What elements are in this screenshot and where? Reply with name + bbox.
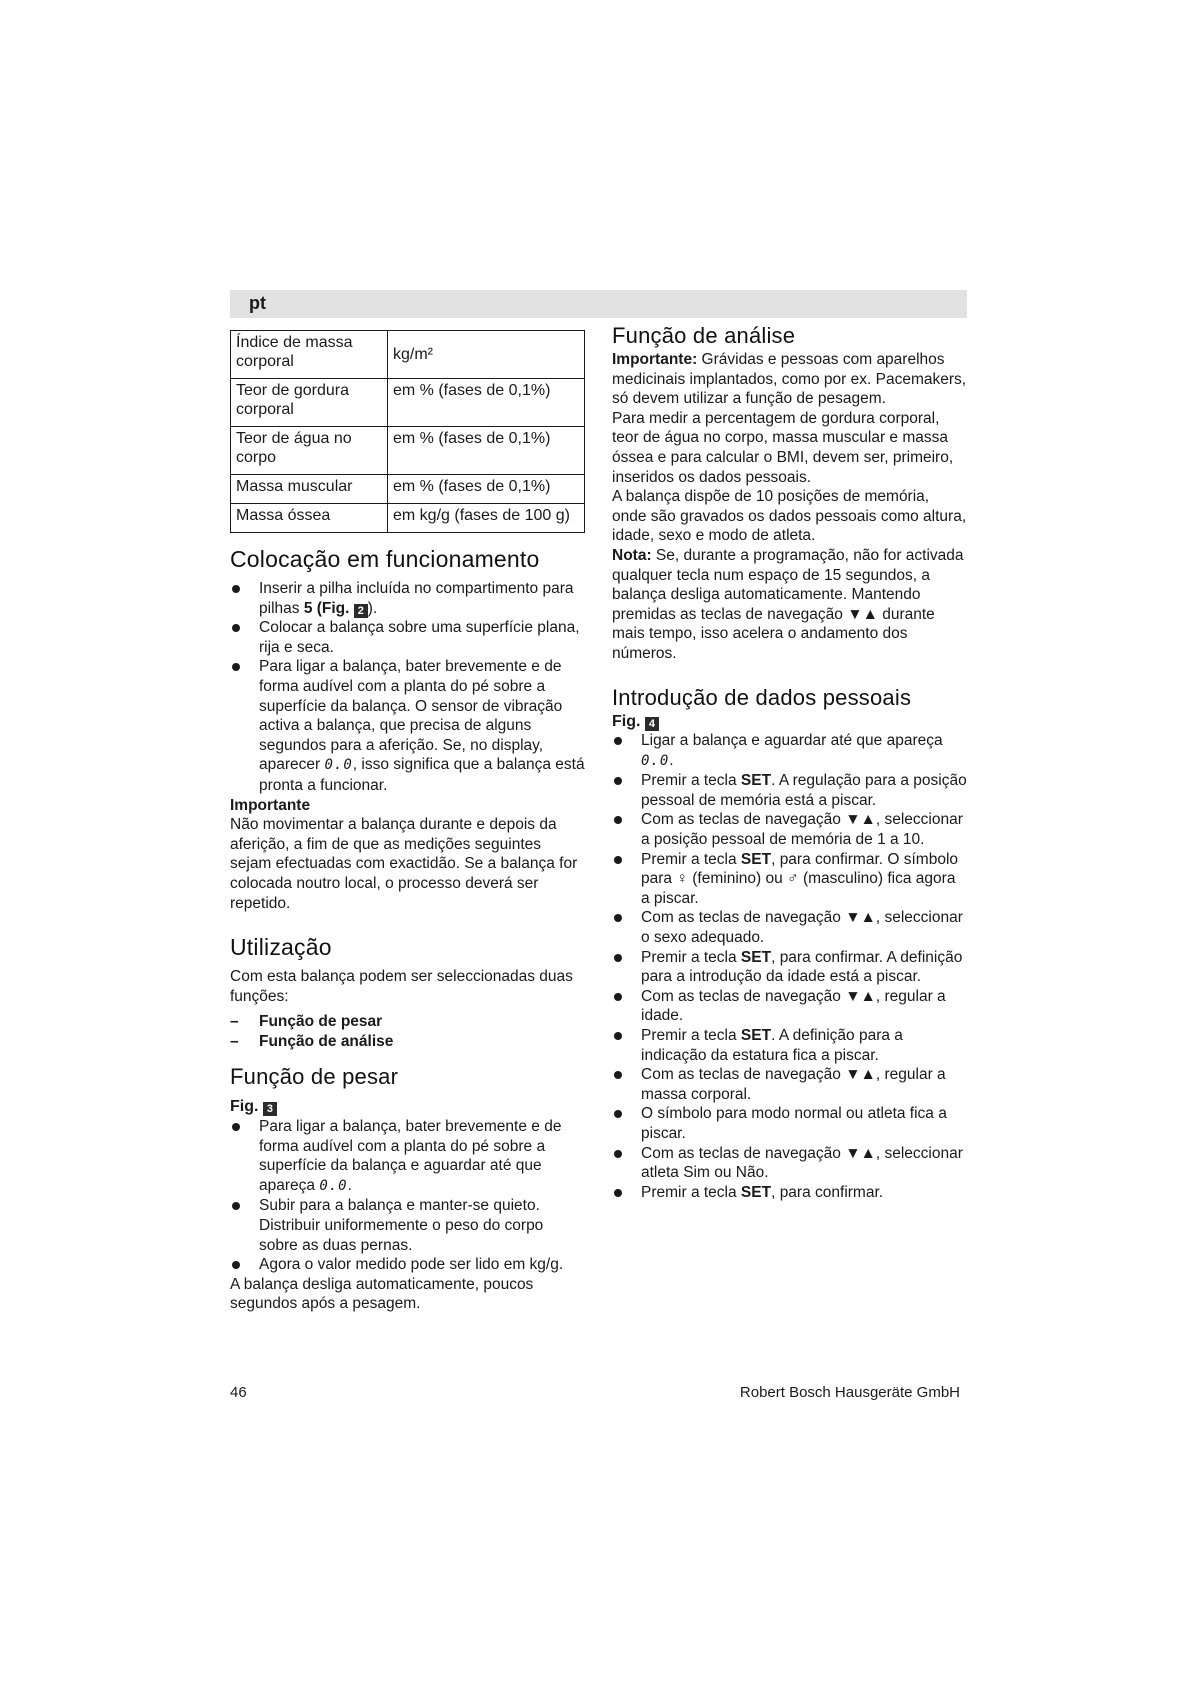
right-column: [612, 322, 967, 1202]
list-item: [612, 771, 967, 810]
language-header-bar: [230, 290, 967, 318]
colocacao-list: [230, 579, 585, 796]
spec-key: Teor de gordura corporal: [231, 379, 388, 427]
spec-key: Teor de água no corpo: [231, 427, 388, 475]
list-item: – Função de análise: [230, 1032, 585, 1052]
page-number: 46: [230, 1384, 247, 1401]
list-item: Com as teclas de navegação ▼▲, seleccionar atleta Sim ou Não.: [612, 1144, 967, 1183]
section-title-colocacao: Colocação em funcionamento: [230, 546, 540, 572]
importante-heading: Importante: [230, 796, 311, 814]
list-item: Com as teclas de navegação ▼▲, regular a idade.: [612, 987, 967, 1026]
list-item: – Função de pesar: [230, 1012, 585, 1032]
section-title-utilizacao: Utilização: [230, 934, 332, 961]
list-item: [612, 948, 967, 987]
section-title-analise: Função de análise: [612, 323, 796, 348]
text: .: [669, 751, 674, 769]
text: Premir a tecla: [641, 1027, 741, 1044]
text: Premir a tecla: [641, 850, 741, 868]
spec-key: Massa óssea: [231, 504, 388, 533]
text: Premir a tecla: [641, 1183, 741, 1201]
pesar-list: [230, 1117, 585, 1275]
figure-number-badge: 3: [263, 1102, 277, 1116]
specs-table: [230, 330, 585, 533]
fig-ref: (Fig.: [316, 599, 354, 617]
analise-nota: [612, 546, 967, 664]
dados-list: [612, 731, 967, 1202]
text: Premir a tecla: [641, 948, 741, 966]
table-row: [231, 475, 585, 504]
label: Nota:: [612, 546, 652, 564]
text: .: [347, 1176, 352, 1194]
display-readout: 0.0: [641, 752, 670, 769]
set-key-label: SET: [740, 1183, 772, 1201]
figure-number-badge: 4: [645, 717, 659, 731]
text: . A definição para a indicação da estatura fica a piscar.: [641, 1027, 903, 1064]
list-item: [612, 1026, 967, 1065]
table-row: [231, 427, 585, 475]
section-title-pesar: Função de pesar: [230, 1064, 399, 1090]
spec-key: Índice de massa corporal: [231, 331, 388, 379]
text: , para confirmar.: [771, 1183, 884, 1201]
list-item: Agora o valor medido pode ser lido em kg/g.: [230, 1255, 585, 1275]
text: Se, durante a programação, não for activada qualquer tecla num espaço de 15 segundos, a balança desliga automaticamente. Mantendo premidas as teclas de navegação ▼▲ durante mais tempo, isso acelera o andamento dos números.: [612, 546, 964, 662]
part-number: 5: [303, 599, 313, 617]
list-item: [230, 579, 585, 618]
text: Inserir a pilha incluída no compartimento para pilhas: [259, 580, 574, 617]
set-key-label: SET: [740, 850, 772, 868]
list-item: Com as teclas de navegação ▼▲, seleccionar a posição pessoal de memória de 1 a 10.: [612, 810, 967, 849]
text: , para confirmar. A definição para a introdução da idade está a piscar.: [641, 948, 963, 986]
table-row: [231, 504, 585, 533]
spec-value: em % (fases de 0,1%): [388, 379, 585, 427]
section-title-dados: Introdução de dados pessoais: [612, 684, 912, 710]
spec-key: Massa muscular: [231, 475, 388, 504]
importante-text: Não movimentar a balança durante e depois da aferição, a fim de que as medições seguintes sejam efectuadas com exactidão. Se a balança for colocada noutro local, o processo deverá ser repetido.: [230, 816, 578, 912]
list-item: [230, 657, 585, 795]
list-item: [612, 1183, 967, 1203]
text: Premir a tecla: [641, 772, 741, 790]
text: , isso significa que a balança está pronta a funcionar.: [259, 756, 585, 794]
text: . A regulação para a posição pessoal de memória está a piscar.: [641, 772, 967, 809]
analise-importante: [612, 350, 967, 409]
list-item: Com as teclas de navegação ▼▲, regular a massa corporal.: [612, 1065, 967, 1104]
language-code: pt: [249, 293, 266, 313]
table-row: [231, 379, 585, 427]
fig-label: Fig.: [612, 712, 645, 730]
list-item: [612, 731, 967, 771]
spec-value: em kg/g (fases de 100 g): [388, 504, 585, 533]
functions-list: [230, 1012, 585, 1051]
figure-number-badge: 2: [354, 604, 368, 618]
pesar-outro: A balança desliga automaticamente, poucos segundos após a pesagem.: [230, 1275, 534, 1313]
company-name: Robert Bosch Hausgeräte GmbH: [739, 1384, 960, 1401]
set-key-label: SET: [740, 948, 772, 966]
analise-paragraph: A balança dispõe de 10 posições de memória, onde são gravados os dados pessoais como altura, idade, sexo e modo de atleta.: [612, 488, 967, 545]
list-item: O símbolo para modo normal ou atleta fica a piscar.: [612, 1104, 967, 1143]
text: , para confirmar. O símbolo para ♀ (feminino) ou ♂ (masculino) fica agora a piscar.: [641, 850, 959, 907]
list-item: Colocar a balança sobre uma superfície plana, rija e seca.: [230, 618, 585, 657]
analise-paragraph: Para medir a percentagem de gordura corporal, teor de água no corpo, massa muscular e massa óssea e para calcular o BMI, devem ser, primeiro, inseridos os dados pessoais.: [612, 409, 954, 486]
text: Ligar a balança e aguardar até que apareça: [641, 732, 943, 750]
list-item: Com as teclas de navegação ▼▲, seleccionar o sexo adequado.: [612, 908, 967, 947]
fig-label: Fig.: [230, 1098, 263, 1116]
spec-value: kg/m²: [388, 331, 585, 379]
spec-value: em % (fases de 0,1%): [388, 427, 585, 475]
list-item: [230, 1117, 585, 1196]
text: ).: [367, 599, 378, 617]
set-key-label: SET: [740, 772, 772, 790]
display-readout: 0.0: [324, 757, 353, 774]
label: Importante:: [612, 351, 698, 368]
left-column: [230, 330, 585, 1314]
list-item: Subir para a balança e manter-se quieto. Distribuir uniformemente o peso do corpo sobre as duas pernas.: [230, 1196, 585, 1255]
text: Grávidas e pessoas com aparelhos medicinais implantados, como por ex. Pacemakers, só devem utilizar a função de pesagem.: [612, 351, 967, 408]
display-readout: 0.0: [319, 1177, 348, 1194]
table-row: [231, 331, 585, 379]
list-item: [612, 850, 967, 909]
set-key-label: SET: [740, 1027, 772, 1044]
utilizacao-intro: Com esta balança podem ser seleccionadas duas funções:: [230, 968, 573, 1005]
text: Para ligar a balança, bater brevemente e de forma audível com a planta do pé sobre a superfície da balança e aguardar até que apareça: [259, 1118, 562, 1194]
text: Para ligar a balança, bater brevemente e de forma audível com a planta do pé sobre a superfície da balança. O sensor de vibração activa a balança, que precisa de alguns segundos para a aferição. Se, no display, aparecer: [259, 658, 563, 774]
spec-value: em % (fases de 0,1%): [388, 475, 585, 504]
